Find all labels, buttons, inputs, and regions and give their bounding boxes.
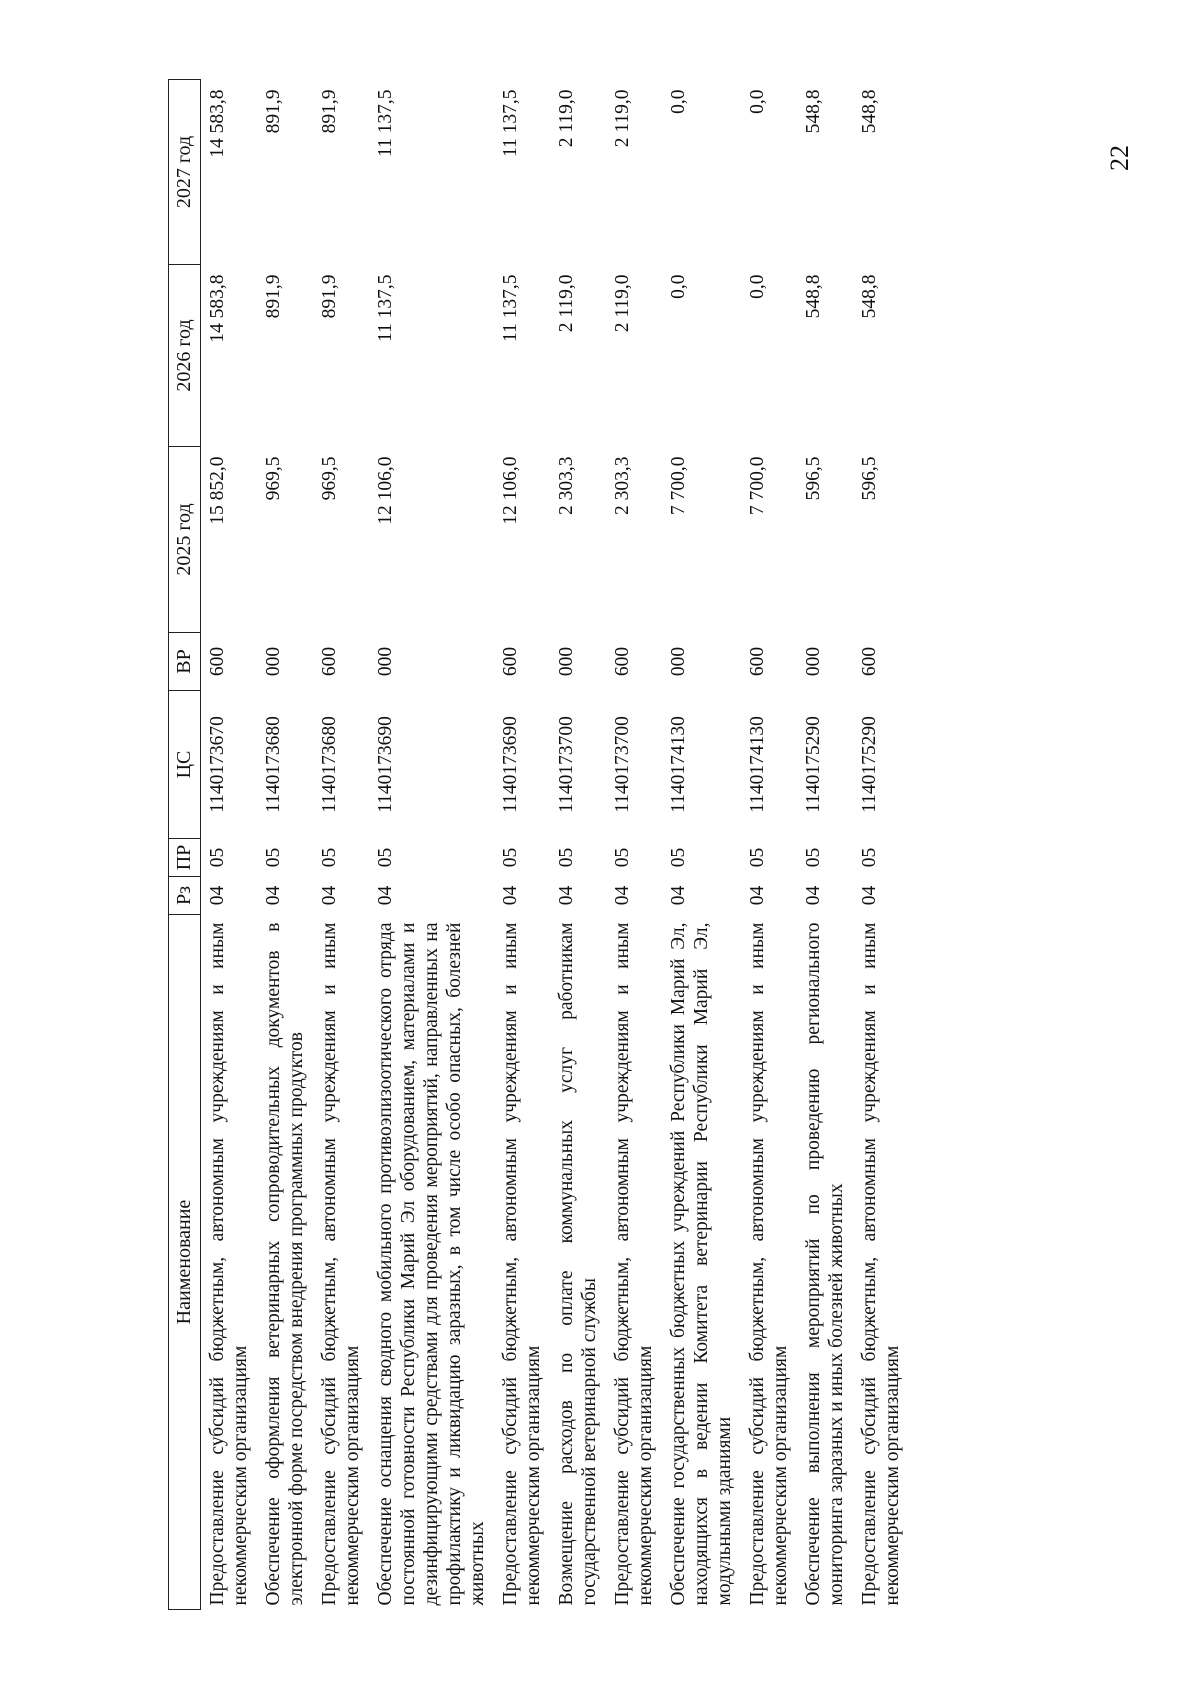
row-rz: 04 bbox=[263, 885, 284, 906]
row-2026: 11 137,5 bbox=[500, 274, 521, 343]
row-pr: 05 bbox=[556, 847, 577, 868]
row-2027: 11 137,5 bbox=[500, 89, 521, 158]
row-2026: 0,0 bbox=[747, 274, 768, 299]
row-rz: 04 bbox=[319, 885, 340, 906]
row-cs: 1140174130 bbox=[668, 716, 689, 813]
row-name: Предоставление субсидий бюджетным, автономным учреждениям и иным некоммерческим организациям bbox=[859, 922, 903, 1606]
row-cs: 1140173690 bbox=[375, 716, 396, 813]
row-cs: 1140173670 bbox=[207, 716, 228, 813]
row-pr: 05 bbox=[263, 847, 284, 868]
row-2027: 548,8 bbox=[803, 89, 824, 134]
row-name: Обеспечение оформления ветеринарных сопроводительных документов в электронной форме посредством внедрения программных продуктов bbox=[263, 922, 307, 1606]
row-name: Предоставление субсидий бюджетным, автономным учреждениям и иным некоммерческим организациям bbox=[612, 922, 656, 1606]
row-vr: 600 bbox=[207, 646, 228, 677]
row-vr: 000 bbox=[803, 646, 824, 677]
row-2025: 15 852,0 bbox=[207, 456, 228, 525]
row-2027: 891,9 bbox=[319, 89, 340, 134]
row-name: Возмещение расходов по оплате коммунальных услуг работникам государственной ветеринарной службы bbox=[556, 922, 600, 1606]
row-pr: 05 bbox=[612, 847, 633, 868]
row-rz: 04 bbox=[612, 885, 633, 906]
row-pr: 05 bbox=[803, 847, 824, 868]
row-2026: 548,8 bbox=[803, 274, 824, 319]
row-2025: 2 303,3 bbox=[612, 456, 633, 515]
row-2026: 891,9 bbox=[319, 274, 340, 319]
row-2027: 2 119,0 bbox=[556, 89, 577, 148]
row-pr: 05 bbox=[375, 847, 396, 868]
row-vr: 000 bbox=[263, 646, 284, 677]
row-2026: 14 583,8 bbox=[207, 274, 228, 343]
row-2027: 891,9 bbox=[263, 89, 284, 134]
row-name: Обеспечение оснащения сводного мобильного противоэпизоотического отряда постоянной готовности Республики Марий Эл оборудованием, материалами и дезинфицирующими средствами для проведения мероприятий, направленных на профилактику и ликвидацию заразных, в том числе особо опасных, болезней животных bbox=[375, 922, 488, 1606]
table-row bbox=[369, 80, 494, 1610]
header-2027: 2027 год bbox=[169, 80, 201, 265]
header-rz: Рз bbox=[169, 877, 201, 915]
row-2025: 596,5 bbox=[803, 456, 824, 501]
row-cs: 1140174130 bbox=[747, 716, 768, 813]
row-2027: 548,8 bbox=[859, 89, 880, 134]
row-cs: 1140175290 bbox=[803, 716, 824, 813]
row-name: Предоставление субсидий бюджетным, автономным учреждениям и иным некоммерческим организациям bbox=[747, 922, 791, 1606]
row-vr: 600 bbox=[747, 646, 768, 677]
header-vr: ВР bbox=[169, 633, 201, 691]
row-2025: 596,5 bbox=[859, 456, 880, 501]
header-name: Наименование bbox=[169, 915, 201, 1610]
row-vr: 600 bbox=[319, 646, 340, 677]
row-2027: 2 119,0 bbox=[612, 89, 633, 148]
table-row bbox=[741, 80, 797, 1610]
row-2025: 969,5 bbox=[263, 456, 284, 501]
row-2026: 2 119,0 bbox=[612, 274, 633, 333]
row-rz: 04 bbox=[859, 885, 880, 906]
row-name: Предоставление субсидий бюджетным, автономным учреждениям и иным некоммерческим организациям bbox=[319, 922, 363, 1606]
row-vr: 000 bbox=[375, 646, 396, 677]
row-2025: 12 106,0 bbox=[375, 456, 396, 525]
row-rz: 04 bbox=[556, 885, 577, 906]
table-row bbox=[797, 80, 853, 1610]
table-row bbox=[550, 80, 606, 1610]
budget-table-rotated bbox=[168, 80, 1200, 1610]
row-pr: 05 bbox=[747, 847, 768, 868]
row-pr: 05 bbox=[500, 847, 521, 868]
header-row bbox=[169, 80, 201, 1610]
row-2025: 969,5 bbox=[319, 456, 340, 501]
row-rz: 04 bbox=[207, 885, 228, 906]
row-2025: 2 303,3 bbox=[556, 456, 577, 515]
row-2026: 548,8 bbox=[859, 274, 880, 319]
row-vr: 600 bbox=[500, 646, 521, 677]
table-row bbox=[606, 80, 662, 1610]
header-2026: 2026 год bbox=[169, 265, 201, 447]
row-2025: 7 700,0 bbox=[668, 456, 689, 515]
row-2026: 11 137,5 bbox=[375, 274, 396, 343]
row-pr: 05 bbox=[319, 847, 340, 868]
row-2027: 14 583,8 bbox=[207, 89, 228, 158]
table-row bbox=[662, 80, 741, 1610]
table-row bbox=[853, 80, 909, 1610]
row-2025: 7 700,0 bbox=[747, 456, 768, 515]
header-2025: 2025 год bbox=[169, 447, 201, 633]
table-row bbox=[201, 80, 258, 1610]
row-name: Обеспечение выполнения мероприятий по проведению регионального мониторинга заразных и иных болезней животных bbox=[803, 922, 847, 1606]
row-cs: 1140173680 bbox=[263, 716, 284, 813]
table-row bbox=[494, 80, 550, 1610]
row-rz: 04 bbox=[500, 885, 521, 906]
header-cs: ЦС bbox=[169, 691, 201, 839]
row-2026: 891,9 bbox=[263, 274, 284, 319]
row-pr: 05 bbox=[207, 847, 228, 868]
row-pr: 05 bbox=[859, 847, 880, 868]
row-rz: 04 bbox=[668, 885, 689, 906]
row-name: Предоставление субсидий бюджетным, автономным учреждениям и иным некоммерческим организациям bbox=[207, 922, 251, 1606]
table-row bbox=[313, 80, 369, 1610]
header-pr: ПР bbox=[169, 839, 201, 877]
row-vr: 000 bbox=[556, 646, 577, 677]
row-name: Предоставление субсидий бюджетным, автономным учреждениям и иным некоммерческим организациям bbox=[500, 922, 544, 1606]
page-number: 22 bbox=[1105, 145, 1134, 171]
row-cs: 1140173700 bbox=[556, 716, 577, 813]
row-cs: 1140175290 bbox=[859, 716, 880, 813]
row-cs: 1140173690 bbox=[500, 716, 521, 813]
row-2027: 11 137,5 bbox=[375, 89, 396, 158]
row-cs: 1140173680 bbox=[319, 716, 340, 813]
row-rz: 04 bbox=[803, 885, 824, 906]
row-2027: 0,0 bbox=[747, 89, 768, 114]
row-rz: 04 bbox=[375, 885, 396, 906]
row-cs: 1140173700 bbox=[612, 716, 633, 813]
budget-table bbox=[168, 79, 909, 1610]
row-pr: 05 bbox=[668, 847, 689, 868]
table-row bbox=[257, 80, 313, 1610]
row-2026: 2 119,0 bbox=[556, 274, 577, 333]
row-vr: 600 bbox=[859, 646, 880, 677]
row-rz: 04 bbox=[747, 885, 768, 906]
row-vr: 600 bbox=[612, 646, 633, 677]
row-2026: 0,0 bbox=[668, 274, 689, 299]
row-2025: 12 106,0 bbox=[500, 456, 521, 525]
row-2027: 0,0 bbox=[668, 89, 689, 114]
row-vr: 000 bbox=[668, 646, 689, 677]
row-name: Обеспечение государственных бюджетных учреждений Республики Марий Эл, находящихся в ведении Комитета ветеринарии Республики Марий Эл, модульными зданиями bbox=[668, 922, 735, 1606]
